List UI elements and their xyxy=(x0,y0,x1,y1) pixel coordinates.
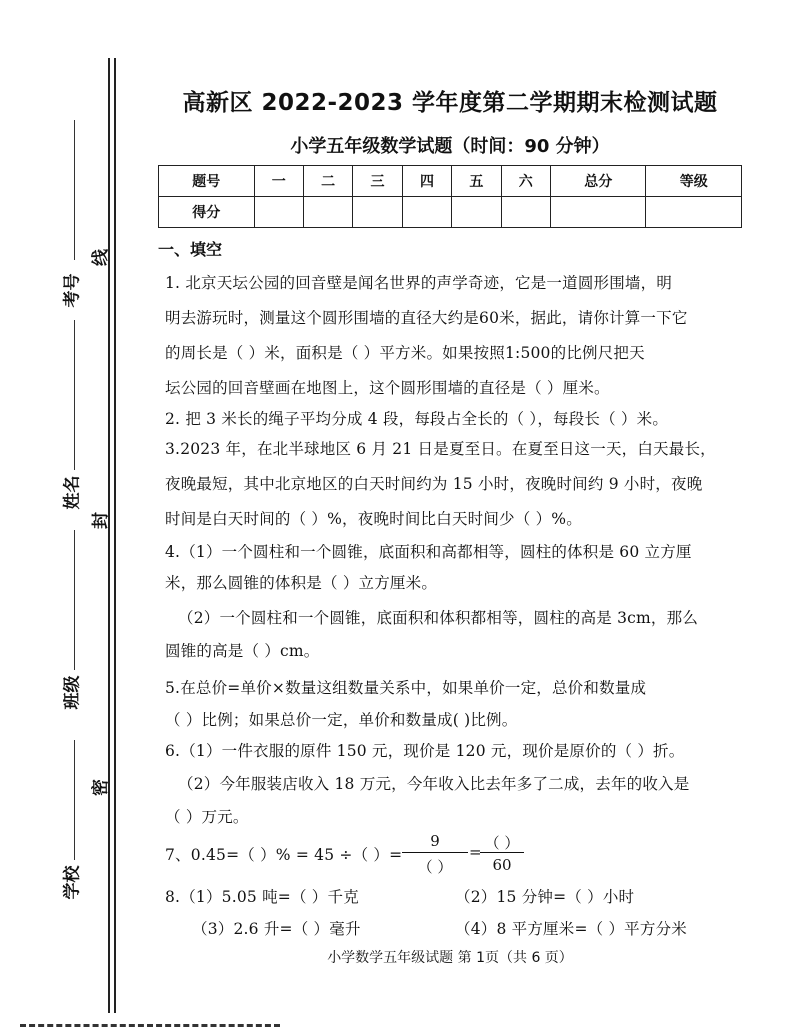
score-cell-total: 总分 xyxy=(550,166,646,197)
question-7-denominator-2: 60 xyxy=(492,856,512,874)
class-blank[interactable] xyxy=(74,530,75,670)
score-cell-1: 一 xyxy=(254,166,303,197)
score-table-score-row xyxy=(159,197,742,228)
score-cell-grade: 等级 xyxy=(646,166,742,197)
question-5-line-2: （ ）比例；如果总价一定，单价和数量成( )比例。 xyxy=(165,711,518,729)
page-footer: 小学数学五年级试题 第 1页（共 6 页） xyxy=(327,950,573,966)
exam-no-label: 考号 xyxy=(62,273,83,308)
scan-edge-dashes xyxy=(20,1024,280,1027)
question-3-line-1: 3.2023 年，在北半球地区 6 月 21 日是夏至日。在夏至日这一天，白天最长， xyxy=(165,440,716,458)
name-blank[interactable] xyxy=(74,320,75,470)
school-label: 学校 xyxy=(62,865,83,900)
question-4-2-line-2: 圆锥的高是（ ）cm。 xyxy=(165,642,320,660)
score-input-2[interactable] xyxy=(303,197,352,228)
school-blank[interactable] xyxy=(74,740,75,860)
question-4-2-line-1: （2）一个圆柱和一个圆锥，底面积和体积都相等，圆柱的高是 3cm，那么 xyxy=(178,609,699,627)
question-8-4: （4）8 平方厘米=（ ）平方分米 xyxy=(455,920,687,938)
question-4-1-line-1: 4.（1）一个圆柱和一个圆锥，底面积和高都相等，圆柱的体积是 60 立方厘 xyxy=(165,543,692,561)
question-7-numerator-2: （ ） xyxy=(484,834,520,852)
score-input-6[interactable] xyxy=(501,197,550,228)
score-input-3[interactable] xyxy=(353,197,402,228)
class-label: 班级 xyxy=(62,675,83,710)
question-6-1: 6.（1）一件衣服的原件 150 元，现价是 120 元，现价是原价的（ ）折。 xyxy=(165,742,685,760)
score-cell-label: 题号 xyxy=(159,166,255,197)
question-7-equals: = xyxy=(469,843,482,861)
question-8-2: （2）15 分钟=（ ）小时 xyxy=(455,888,635,906)
score-row-label: 得分 xyxy=(159,197,255,228)
binding-line-inner xyxy=(114,58,116,1013)
question-7-prefix: 7、0.45=（ ）% = 45 ÷（ ）= xyxy=(165,846,403,864)
question-1-line-3: 的周长是（ ）米，面积是（ ）平方米。如果按照1:500的比例尺把天 xyxy=(165,344,645,362)
question-4-1-line-2: 米，那么圆锥的体积是（ ）立方厘米。 xyxy=(165,574,438,592)
question-1-line-1: 1. 北京天坛公园的回音壁是闻名世界的声学奇迹，它是一道圆形围墙，明 xyxy=(165,274,673,292)
question-7-denominator-1: （ ） xyxy=(417,858,453,876)
page-title: 高新区 2022-2023 学年度第二学期期末检测试题 xyxy=(182,90,718,116)
line-label: 线 xyxy=(91,249,111,266)
score-cell-2: 二 xyxy=(303,166,352,197)
question-3-line-3: 时间是白天时间的（ ）%，夜晚时间比白天时间少（ ）%。 xyxy=(165,510,582,528)
section-title: 一、填空 xyxy=(158,240,223,259)
question-8-3: （3）2.6 升=（ ）毫升 xyxy=(192,920,361,938)
question-2: 2. 把 3 米长的绳子平均分成 4 段，每段占全长的（ ），每段长（ ）米。 xyxy=(165,410,669,428)
score-input-total[interactable] xyxy=(550,197,646,228)
score-input-5[interactable] xyxy=(452,197,501,228)
score-table xyxy=(158,165,742,228)
question-8-1: 8.（1）5.05 吨=（ ）千克 xyxy=(165,888,359,906)
score-table-header-row xyxy=(159,166,742,197)
exam-no-blank[interactable] xyxy=(74,120,75,260)
question-6-2-line-1: （2）今年服装店收入 18 万元，今年收入比去年多了二成，去年的收入是 xyxy=(178,775,690,793)
question-1-line-4: 坛公园的回音壁画在地图上，这个圆形围墙的直径是（ ）厘米。 xyxy=(165,379,610,397)
name-label: 姓名 xyxy=(62,475,83,510)
score-cell-6: 六 xyxy=(501,166,550,197)
score-cell-3: 三 xyxy=(353,166,402,197)
secret-label: 密 xyxy=(91,779,111,796)
page-subtitle: 小学五年级数学试题（时间：90 分钟） xyxy=(290,136,610,157)
question-1-line-2: 明去游玩时，测量这个圆形围墙的直径大约是60米，据此，请你计算一下它 xyxy=(165,309,688,327)
question-7-numerator-1: 9 xyxy=(430,832,440,850)
score-cell-5: 五 xyxy=(452,166,501,197)
question-7-fraction-bar-1 xyxy=(402,852,468,853)
question-6-2-line-2: （ ）万元。 xyxy=(165,808,249,826)
seal-label: 封 xyxy=(91,512,111,529)
question-3-line-2: 夜晚最短，其中北京地区的白天时间约为 15 小时，夜晚时间约 9 小时，夜晚 xyxy=(165,475,703,493)
binding-line-outer xyxy=(108,58,110,1013)
score-input-grade[interactable] xyxy=(646,197,742,228)
question-7-fraction-bar-2 xyxy=(480,852,524,853)
score-cell-4: 四 xyxy=(402,166,451,197)
question-5-line-1: 5.在总价=单价×数量这组数量关系中，如果单价一定，总价和数量成 xyxy=(165,679,647,697)
score-input-4[interactable] xyxy=(402,197,451,228)
score-input-1[interactable] xyxy=(254,197,303,228)
